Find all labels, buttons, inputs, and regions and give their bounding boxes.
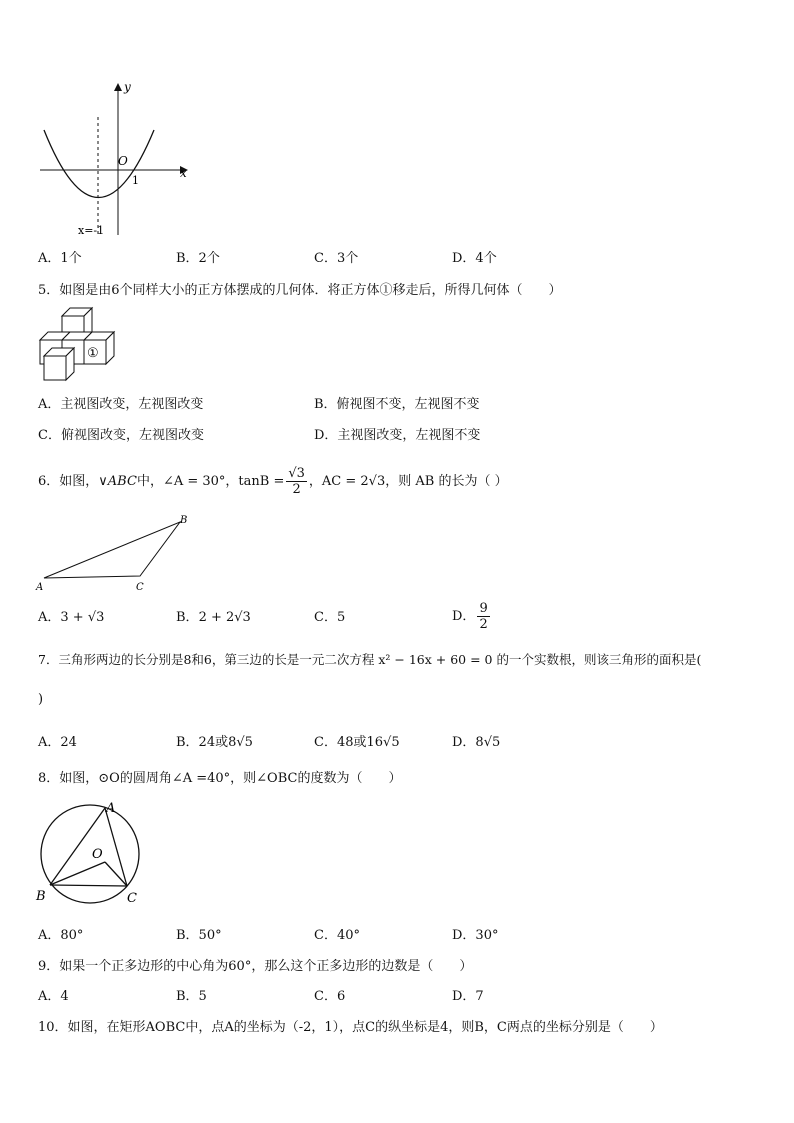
q5-cube-figure <box>36 306 126 386</box>
q6-frac-num: √3 <box>288 466 305 481</box>
q8-label-o: O <box>92 847 103 862</box>
q7-question-close: ) <box>38 692 44 707</box>
q7-option-b[interactable]: B．24或8√5 <box>176 735 253 750</box>
q10-question: 10．如图，在矩形AOBC中，点A的坐标为（-2，1），点C的纵坐标是4，则B，C两点的坐标分别是（ ） <box>38 1020 663 1035</box>
q6-triangle: ∨ABC <box>98 474 137 489</box>
q5-cube-one-label: ① <box>87 346 99 361</box>
q4-parabola-graph <box>30 75 200 240</box>
q6-option-d-den: 2 <box>479 617 488 632</box>
q7-option-c[interactable]: C．48或16√5 <box>314 735 400 750</box>
q4-y-label: y <box>124 80 131 94</box>
q6-label-a: A <box>36 582 44 593</box>
q8-label-a: A <box>106 801 116 816</box>
q6-option-d[interactable] <box>452 598 492 636</box>
q6-option-b-value: 2 + 2√3 <box>198 610 251 625</box>
q6-option-c[interactable]: C．5 <box>314 610 346 625</box>
q6-option-a-value: 3 + √3 <box>60 610 105 625</box>
q6-option-b-prefix: B． <box>176 610 199 625</box>
q4-option-d[interactable]: D．4个 <box>452 251 497 266</box>
q6-label-b: B <box>180 515 188 526</box>
q8-question: 8．如图，⊙O的圆周角∠A =40°，则∠OBC的度数为（ ） <box>38 771 402 786</box>
q6-label-c: C <box>136 582 144 593</box>
q9-option-d[interactable]: D．7 <box>452 989 484 1004</box>
q7-option-a[interactable]: A．24 <box>38 735 77 750</box>
q6-option-d-num: 9 <box>479 601 488 616</box>
q9-option-b[interactable]: B．5 <box>176 989 207 1004</box>
q8-circle-figure <box>30 798 150 910</box>
q6-triangle-figure <box>30 512 200 596</box>
q8-label-b: B <box>36 889 46 904</box>
q5-option-b[interactable]: B．俯视图不变，左视图不变 <box>314 397 480 412</box>
q6-ac-part: ，AC = 2√3 <box>308 474 386 489</box>
q6-option-d-fraction <box>477 601 489 632</box>
q6-question <box>38 466 508 498</box>
q9-option-c[interactable]: C．6 <box>314 989 346 1004</box>
q4-x-label: x <box>180 166 187 180</box>
q4-one-label: 1 <box>132 174 139 187</box>
q8-option-a[interactable]: A．80° <box>38 928 84 943</box>
q8-option-d[interactable]: D．30° <box>452 928 499 943</box>
q6-frac-den: 2 <box>292 482 301 497</box>
q7-option-d[interactable]: D．8√5 <box>452 735 501 750</box>
q9-option-a[interactable]: A．4 <box>38 989 69 1004</box>
q6-suffix: ，则 AB 的长为（ ） <box>385 474 508 489</box>
q5-option-c[interactable]: C．俯视图改变，左视图改变 <box>38 428 204 443</box>
q4-option-a[interactable]: A．1个 <box>38 251 82 266</box>
q5-option-d[interactable]: D．主视图改变，左视图不变 <box>314 428 481 443</box>
q6-mid: 中，∠A = 30°，tanB = <box>136 474 285 489</box>
q6-option-b[interactable] <box>176 609 251 627</box>
q4-option-b[interactable]: B．2个 <box>176 251 220 266</box>
q9-question: 9．如果一个正多边形的中心角为60°，那么这个正多边形的边数是（ ） <box>38 959 473 974</box>
q8-option-b[interactable]: B．50° <box>176 928 222 943</box>
q6-option-a-prefix: A． <box>38 610 61 625</box>
q5-question: 5．如图是由6个同样大小的正方体摆成的几何体．将正方体①移走后，所得几何体（ ） <box>38 283 562 298</box>
q6-tan-fraction <box>286 466 307 497</box>
q4-origin-label: O <box>118 154 128 168</box>
q4-axis-label: x=-1 <box>78 224 105 237</box>
q8-label-c: C <box>127 891 137 906</box>
q8-option-c[interactable]: C．40° <box>314 928 360 943</box>
q6-option-d-prefix: D． <box>452 609 476 624</box>
q6-prefix: 6．如图， <box>38 474 99 489</box>
q6-option-a[interactable] <box>38 609 104 627</box>
q5-option-a[interactable]: A．主视图改变，左视图改变 <box>38 397 204 412</box>
q4-option-c[interactable]: C．3个 <box>314 251 359 266</box>
q7-question: 7．三角形两边的长分别是8和6，第三边的长是一元二次方程 x² − 16x + 60 = 0 的一个实数根，则该三角形的面积是( <box>38 652 702 667</box>
